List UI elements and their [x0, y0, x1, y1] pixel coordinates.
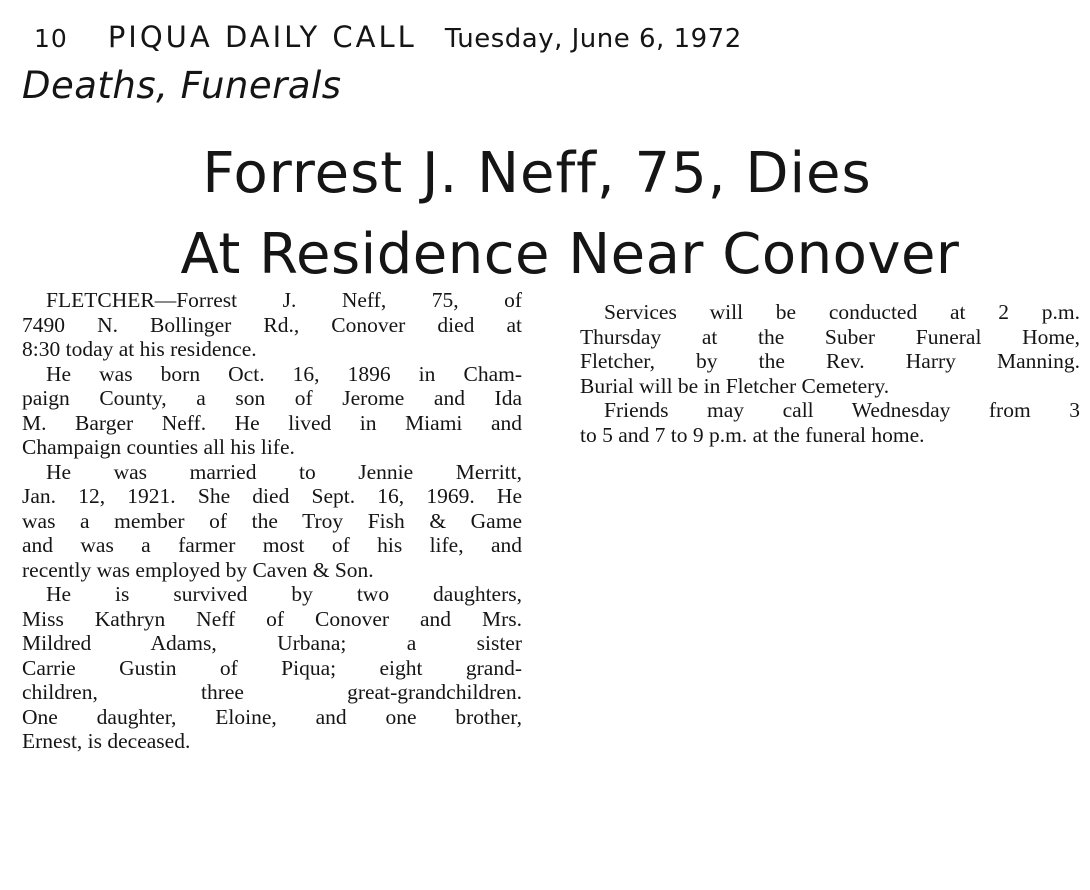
article-line: was a member of the Troy Fish & Game	[22, 508, 522, 533]
article-line: 8:30 today at his residence.	[22, 337, 257, 361]
article-line: 7490 N. Bollinger Rd., Conover died at	[22, 312, 522, 337]
article-line: He was born Oct. 16, 1896 in Cham-	[46, 361, 522, 386]
article-column-left	[22, 288, 522, 754]
section-title: Deaths, Funerals	[22, 64, 342, 107]
article-line: He was married to Jennie Merritt,	[46, 459, 522, 484]
article-line: children, three great-grandchildren.	[22, 680, 522, 704]
article-column-right	[580, 300, 1080, 447]
article-line: He is survived by two daughters,	[46, 582, 522, 606]
article-line: Miss Kathryn Neff of Conover and Mrs.	[22, 606, 522, 631]
article-line: Champaign counties all his life.	[22, 435, 295, 459]
headline-line-2: At Residence Near Conover	[180, 222, 960, 287]
article-line: Burial will be in Fletcher Cemetery.	[580, 373, 890, 398]
article-line: recently was employed by Caven & Son.	[22, 557, 374, 582]
article-line: Ernest, is deceased.	[22, 729, 191, 753]
masthead	[34, 20, 742, 54]
article-line: Mildred Adams, Urbana; a sister	[22, 631, 522, 655]
page-number: 10	[34, 24, 68, 53]
article-line: Services will be conducted at 2 p.m.	[604, 300, 1080, 324]
article-line: paign County, a son of Jerome and Ida	[22, 386, 522, 410]
article-line: Jan. 12, 1921. She died Sept. 16, 1969. He	[22, 484, 522, 508]
article-line: Friends may call Wednesday from 3	[604, 398, 1080, 422]
article-line: to 5 and 7 to 9 p.m. at the funeral home.	[580, 422, 925, 447]
newspaper-name: PIQUA DAILY CALL	[107, 20, 417, 54]
headline-line-1: Forrest J. Neff, 75, Dies	[202, 141, 872, 206]
article-line: FLETCHER—Forrest J. Neff, 75, of	[46, 288, 522, 312]
article-line: Fletcher, by the Rev. Harry Manning.	[580, 349, 1080, 373]
publication-date: Tuesday, June 6, 1972	[444, 24, 742, 54]
article-line: One daughter, Eloine, and one brother,	[22, 704, 522, 729]
article-line: Carrie Gustin of Piqua; eight grand-	[22, 655, 522, 680]
article-line: and was a farmer most of his life, and	[22, 533, 522, 557]
article-line: Thursday at the Suber Funeral Home,	[580, 324, 1080, 349]
article-line: M. Barger Neff. He lived in Miami and	[22, 410, 522, 435]
